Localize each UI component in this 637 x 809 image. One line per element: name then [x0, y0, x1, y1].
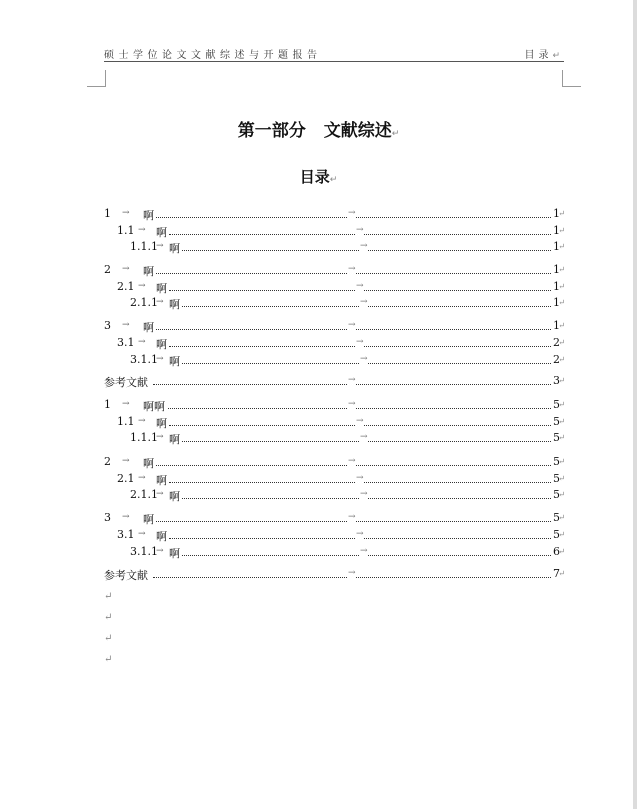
- toc-title-text: 啊: [169, 355, 180, 368]
- toc-entry[interactable]: [104, 296, 565, 311]
- tab-mark: →: [356, 281, 364, 291]
- toc-entry[interactable]: [104, 319, 565, 334]
- toc-entry[interactable]: [104, 280, 565, 295]
- crop-mark-top-left: [87, 70, 106, 87]
- toc-page-number: 1: [553, 319, 560, 332]
- tab-mark: →: [348, 320, 356, 330]
- toc-entry[interactable]: [104, 240, 565, 255]
- toc-number: 1.1: [117, 415, 135, 428]
- empty-paragraph-mark[interactable]: ↵: [104, 612, 113, 623]
- tab-mark: →: [138, 337, 146, 347]
- tab-mark: →: [156, 241, 164, 251]
- toc-entry[interactable]: [104, 472, 565, 487]
- toc-number: 3: [104, 319, 111, 332]
- paragraph-mark: ↵: [558, 298, 565, 307]
- toc-page-number: 5: [553, 415, 560, 428]
- toc-entry[interactable]: [104, 336, 565, 351]
- tab-mark: →: [122, 264, 130, 274]
- tab-mark: →: [138, 529, 146, 539]
- tab-mark: →: [122, 320, 130, 330]
- toc-title-text: 啊: [156, 530, 167, 543]
- tab-mark: →: [356, 225, 364, 235]
- toc-number: 1.1.1: [130, 240, 158, 253]
- toc-title-text: 啊: [169, 433, 180, 446]
- empty-paragraph-mark[interactable]: ↵: [104, 591, 113, 602]
- toc-page-number: 5: [553, 431, 560, 444]
- toc-entry[interactable]: [104, 224, 565, 239]
- toc-page-number: 1: [553, 280, 560, 293]
- paragraph-mark: ↵: [558, 490, 565, 499]
- toc-title-text: 啊: [169, 298, 180, 311]
- paragraph-mark: ↵: [558, 547, 565, 556]
- toc-entry[interactable]: [104, 374, 565, 389]
- toc-number: 3.1.1: [130, 353, 158, 366]
- tab-mark: →: [348, 512, 356, 522]
- toc-entry[interactable]: [104, 528, 565, 543]
- toc-entry[interactable]: [104, 545, 565, 560]
- paragraph-mark: ↵: [558, 417, 565, 426]
- toc-entry[interactable]: [104, 431, 565, 446]
- toc-title-text: 啊: [143, 209, 154, 222]
- tab-mark: →: [356, 529, 364, 539]
- tab-mark: →: [360, 241, 368, 251]
- toc-title-text: 啊啊: [143, 400, 165, 413]
- tab-mark: →: [356, 337, 364, 347]
- toc-title-text: 啊: [143, 457, 154, 470]
- toc-number: 2.1.1: [130, 488, 158, 501]
- paragraph-mark: ↵: [558, 376, 565, 385]
- toc-page-number: 2: [553, 353, 560, 366]
- tab-mark: →: [156, 489, 164, 499]
- header-section: 目录↵: [524, 50, 564, 61]
- toc-entry[interactable]: [104, 488, 565, 503]
- toc-page-number: 1: [553, 263, 560, 276]
- tab-mark: →: [138, 473, 146, 483]
- toc-page-number: 5: [553, 488, 560, 501]
- toc-title-text: 啊: [169, 242, 180, 255]
- tab-mark: →: [348, 264, 356, 274]
- paragraph-mark: ↵: [558, 338, 565, 347]
- toc-page-number: 5: [553, 528, 560, 541]
- toc-number: 3.1: [117, 528, 135, 541]
- toc-page-number: 3: [553, 374, 560, 387]
- toc-page-number: 5: [553, 511, 560, 524]
- toc-number: 3: [104, 511, 111, 524]
- toc-number: 2: [104, 263, 111, 276]
- paragraph-mark: ↵: [558, 209, 565, 218]
- crop-mark-top-right: [562, 70, 581, 87]
- tab-mark: →: [138, 281, 146, 291]
- tab-mark: →: [360, 432, 368, 442]
- tab-mark: →: [122, 399, 130, 409]
- tab-mark: →: [348, 375, 356, 385]
- toc-page-number: 2: [553, 336, 560, 349]
- header-title: 硕士学位论文文献综述与开题报告: [104, 50, 322, 61]
- toc-entry[interactable]: [104, 415, 565, 430]
- paragraph-mark: ↵: [558, 433, 565, 442]
- toc-page-number: 1: [553, 224, 560, 237]
- toc-title-text: 参考文献: [104, 569, 148, 582]
- dot-leader: [168, 408, 551, 409]
- page-header: [104, 46, 564, 62]
- paragraph-mark: ↵: [558, 265, 565, 274]
- toc-entry[interactable]: [104, 398, 565, 413]
- toc-page-number: 5: [553, 472, 560, 485]
- tab-mark: →: [156, 546, 164, 556]
- toc-number: 1.1.1: [130, 431, 158, 444]
- toc-entry[interactable]: [104, 511, 565, 526]
- toc-title-text: 啊: [156, 226, 167, 239]
- empty-paragraph-mark[interactable]: ↵: [104, 633, 113, 644]
- tab-mark: →: [348, 208, 356, 218]
- toc-number: 2.1: [117, 280, 135, 293]
- paragraph-mark: ↵: [558, 400, 565, 409]
- paragraph-mark: ↵: [558, 321, 565, 330]
- toc-number: 2: [104, 455, 111, 468]
- toc-heading[interactable]: 目录↵: [299, 168, 338, 186]
- tab-mark: →: [360, 546, 368, 556]
- toc-page-number: 7: [553, 567, 560, 580]
- toc-entry[interactable]: [104, 567, 565, 582]
- paragraph-mark: ↵: [558, 282, 565, 291]
- tab-mark: →: [156, 354, 164, 364]
- tab-mark: →: [138, 416, 146, 426]
- tab-mark: →: [348, 399, 356, 409]
- toc-page-number: 5: [553, 398, 560, 411]
- tab-mark: →: [122, 208, 130, 218]
- toc-title-text: 啊: [156, 474, 167, 487]
- paragraph-mark: ↵: [558, 226, 565, 235]
- tab-mark: →: [156, 432, 164, 442]
- toc-entry[interactable]: [104, 353, 565, 368]
- tab-mark: →: [360, 354, 368, 364]
- paragraph-mark: ↵: [558, 457, 565, 466]
- toc-entry[interactable]: [104, 207, 565, 222]
- tab-mark: →: [356, 416, 364, 426]
- toc-page-number: 5: [553, 455, 560, 468]
- tab-mark: →: [356, 473, 364, 483]
- toc-number: 1: [104, 207, 111, 220]
- toc-number: 2.1.1: [130, 296, 158, 309]
- paragraph-mark: ↵: [558, 242, 565, 251]
- toc-page-number: 1: [553, 240, 560, 253]
- paragraph-mark: ↵: [558, 569, 565, 578]
- tab-mark: →: [156, 297, 164, 307]
- tab-mark: →: [348, 456, 356, 466]
- toc-page-number: 6: [553, 545, 560, 558]
- tab-mark: →: [360, 297, 368, 307]
- toc-number: 3.1: [117, 336, 135, 349]
- paragraph-mark: ↵: [558, 513, 565, 522]
- toc-title-text: 啊: [143, 265, 154, 278]
- paragraph-mark: ↵: [558, 474, 565, 483]
- tab-mark: →: [348, 568, 356, 578]
- toc-entry[interactable]: [104, 455, 565, 470]
- toc-title-text: 啊: [169, 547, 180, 560]
- toc-title-text: 啊: [143, 513, 154, 526]
- tab-mark: →: [122, 512, 130, 522]
- toc-number: 3.1.1: [130, 545, 158, 558]
- toc-page-number: 1: [553, 207, 560, 220]
- toc-title-text: 参考文献: [104, 376, 148, 389]
- toc-entry[interactable]: [104, 263, 565, 278]
- tab-mark: →: [138, 225, 146, 235]
- toc-number: 1.1: [117, 224, 135, 237]
- paragraph-mark: ↵: [558, 355, 565, 364]
- toc-number: 2.1: [117, 472, 135, 485]
- paragraph-mark: ↵: [558, 530, 565, 539]
- tab-mark: →: [122, 456, 130, 466]
- toc-title-text: 啊: [156, 282, 167, 295]
- toc-page-number: 1: [553, 296, 560, 309]
- empty-paragraph-mark[interactable]: ↵: [104, 654, 113, 665]
- toc-number: 1: [104, 398, 111, 411]
- tab-mark: →: [360, 489, 368, 499]
- toc-title-text: 啊: [156, 417, 167, 430]
- toc-title-text: 啊: [156, 338, 167, 351]
- toc-title-text: 啊: [143, 321, 154, 334]
- part-title[interactable]: 第一部分 文献综述↵: [237, 121, 400, 141]
- toc-title-text: 啊: [169, 490, 180, 503]
